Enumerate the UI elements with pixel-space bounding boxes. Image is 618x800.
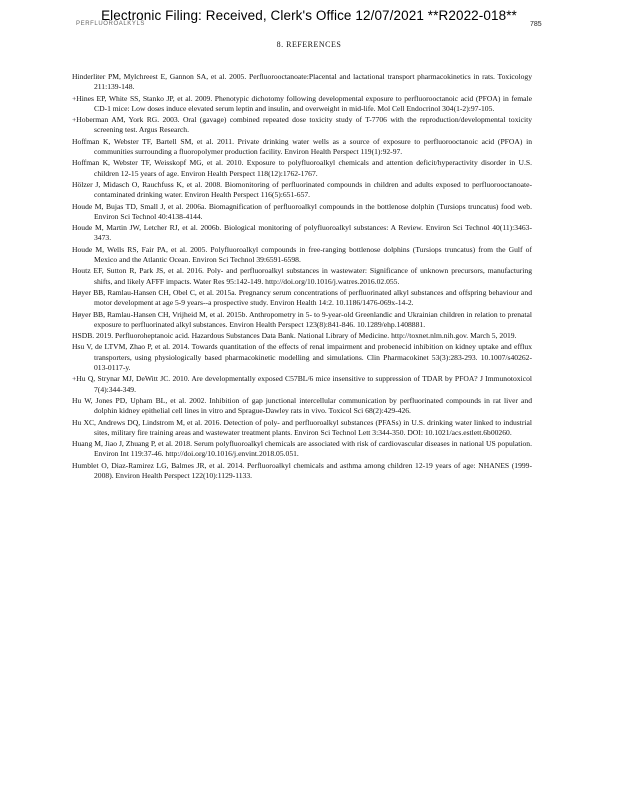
reference-entry: +Hu Q, Strynar MJ, DeWitt JC. 2010. Are developmentally exposed C57BL/6 mice insensitive to suppression of TDAR by PFOA? J Immunotoxicol 7(4):344-349. [72,374,532,394]
reference-entry: Hinderliter PM, Mylchreest E, Gannon SA, et al. 2005. Perfluorooctanoate:Placental and lactational transport pharmacokinetics in rats. Toxicology 211:139-148. [72,72,532,92]
reference-entry: Hu XC, Andrews DQ, Lindstrom M, et al. 2016. Detection of poly- and perfluoroalkyl substances (PFASs) in U.S. drinking water linked to industrial sites, military fire training areas and wastewater treatment plants. Environ Sci Technol Lett 3:344-350. DOI: 10.1021/acs.estlett.6b00260. [72,417,532,437]
electronic-filing-stamp: Electronic Filing: Received, Clerk's Office 12/07/2021 **R2022-018** [101,8,517,23]
reference-entry: Hölzer J, Midasch O, Rauchfuss K, et al. 2008. Biomonitoring of perfluorinated compounds in children and adults exposed to perfluorooctanoate-contaminated drinking water. Environ Health Perspect 116(5):651-657. [72,179,532,200]
page-number: 785 [530,21,542,28]
reference-entry: Hoffman K, Webster TF, Bartell SM, et al. 2011. Private drinking water wells as a source of exposure to perfluorooctanoic acid (PFOA) in communities surrounding a fluoropolymer production facility. Environ Health Perspect 119(1):92-97. [72,136,532,157]
reference-entry: Huang M, Jiao J, Zhuang P, et al. 2018. Serum polyfluoroalkyl chemicals are associated with risk of cardiovascular diseases in national US population. Environ Int 119:37-46. http://doi.org/10.1016/j.envint.2018.05.051. [72,439,532,459]
reference-entry: Houde M, Martin JW, Letcher RJ, et al. 2006b. Biological monitoring of polyfluoroalkyl substances: A Review. Environ Sci Technol 40(11):3463-3473. [72,223,532,243]
reference-entry: Høyer BB, Ramlau-Hansen CH, Vrijheid M, et al. 2015b. Anthropometry in 5- to 9-year-old Greenlandic and Ukrainian children in relation to prenatal exposure to perfluorinated alkyl substances. Environ Health Perspect 123(8):841-846. 10.1289/ehp.1408881. [72,309,532,329]
reference-entry: Houde M, Wells RS, Fair PA, et al. 2005. Polyfluoroalkyl compounds in free-ranging bottlenose dolphins (Tursiops truncatus) from the Gulf of Mexico and the Atlantic Ocean. Environ Sci Technol 39:6591-6598. [72,244,532,265]
running-head: PERFLUOROALKYLS [76,21,146,27]
reference-entry: Humblet O, Diaz-Ramirez LG, Balmes JR, et al. 2014. Perfluoroalkyl chemicals and asthma among children 12-19 years of age: NHANES (1999-2008). Environ Health Perspect 122(10):1129-1133. [72,460,532,480]
reference-entry: Hoffman K, Webster TF, Weisskopf MG, et al. 2010. Exposure to polyfluoroalkyl chemicals and attention deficit/hyperactivity disorder in U.S. children 12-15 years of age. Environ Health Perspect 118(12):1762-1767. [72,158,532,178]
reference-entry: Hu W, Jones PD, Upham BL, et al. 2002. Inhibition of gap junctional intercellular communication by perfluorinated compounds in rat liver and dolphin kidney epithelial cell lines in vitro and Sprague-Dawley rats in vivo. Toxicol Sci 68(2):429-426. [72,395,532,416]
reference-entry: Høyer BB, Ramlau-Hansen CH, Obel C, et al. 2015a. Pregnancy serum concentrations of perfluorinated alkyl substances and offspring behaviour and motor development at age 5-9 years--a prospective study. Environ Health 14:2. 10.1186/1476-069x-14-2. [72,287,532,308]
reference-entry: +Hines EP, White SS, Stanko JP, et al. 2009. Phenotypic dichotomy following developmental exposure to perfluorooctanoic acid (PFOA) in female CD-1 mice: Low doses induce elevated serum leptin and insulin, and overweight in mid-life. Mol Cell Endocrinol 304(1-2):97-105. [72,93,532,113]
reference-entry: Houtz EF, Sutton R, Park JS, et al. 2016. Poly- and perfluoroalkyl substances in wastewater: Significance of unknown precursors, manufacturing shifts, and likely AFFF impacts. Water Res 95:142-149. http://doi.org/10.1016/j.watres.2016.02.055. [72,266,532,286]
reference-entry: Houde M, Bujas TD, Small J, et al. 2006a. Biomagnification of perfluoroalkyl compounds in the bottlenose dolphin (Tursiops truncatus) food web. Environ Sci Technol 40:4138-4144. [72,201,532,221]
reference-entry: HSDB. 2019. Perfluoroheptanoic acid. Hazardous Substances Data Bank. National Library of Medicine. http://toxnet.nlm.nih.gov. March 5, 2019. [72,331,517,341]
section-title: 8. REFERENCES [276,40,342,49]
reference-list [72,72,532,482]
reference-entry: +Hoberman AM, York RG. 2003. Oral (gavage) combined repeated dose toxicity study of T-7706 with the reproduction/developmental toxicity screening test. Argus Research. [72,115,532,135]
reference-entry: Hsu V, de LTVM, Zhao P, et al. 2014. Towards quantitation of the effects of renal impairment and probenecid inhibition on kidney uptake and efflux transporters, using physiologically based pharmacokinetic modelling and simulations. Clin Pharmacokinet 53(3):283-293. 10.1007/s40262-013-0117-y. [72,342,532,373]
